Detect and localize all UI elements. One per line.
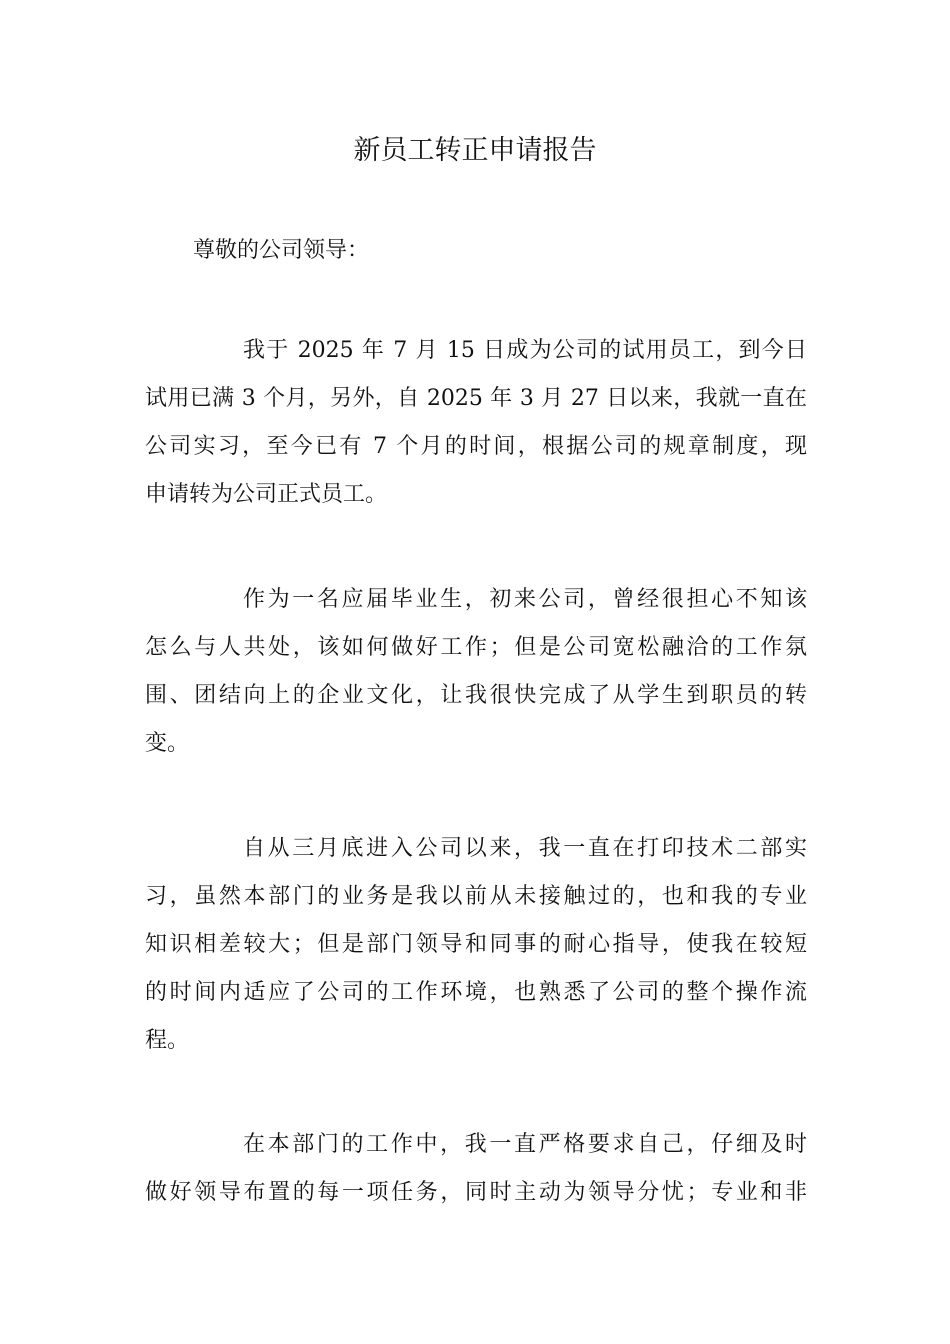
paragraph-line: 怎么与人共处，该如何做好工作；但是公司宽松融洽的工作氛 [145,635,807,660]
paragraph-line: 作为一名应届毕业生，初来公司，曾经很担心不知该 [243,587,807,612]
paragraph-line: 围、团结向上的企业文化，让我很快完成了从学生到职员的转 [145,683,807,708]
paragraph-4 [145,1121,807,1217]
paragraph-line: 变。 [145,731,190,756]
paragraph-line: 程。 [145,1028,190,1053]
paragraph-line: 在本部门的工作中，我一直严格要求自己，仔细及时 [243,1132,807,1157]
paragraph-1 [145,327,807,519]
paragraph-line: 做好领导布置的每一项任务，同时主动为领导分忧；专业和非 [145,1180,807,1205]
paragraph-line: 公司实习，至今已有 7 个月的时间，根据公司的规章制度，现 [145,434,807,459]
document-title: 新员工转正申请报告 [353,135,597,166]
salutation: 尊敬的公司领导： [193,238,370,263]
paragraph-line: 习，虽然本部门的业务是我以前从未接触过的，也和我的专业 [145,884,807,909]
paragraph-line: 申请转为公司正式员工。 [145,482,388,507]
paragraph-2 [145,576,807,768]
paragraph-line: 知识相差较大；但是部门领导和同事的耐心指导，使我在较短 [145,932,807,957]
paragraph-3 [145,825,807,1065]
paragraph-line: 我于 2025 年 7 月 15 日成为公司的试用员工，到今日 [243,338,807,363]
paragraph-line: 自从三月底进入公司以来，我一直在打印技术二部实 [243,836,807,861]
paragraph-line: 的时间内适应了公司的工作环境，也熟悉了公司的整个操作流 [145,980,807,1005]
paragraph-line: 试用已满 3 个月，另外，自 2025 年 3 月 27 日以来，我就一直在 [145,386,807,411]
